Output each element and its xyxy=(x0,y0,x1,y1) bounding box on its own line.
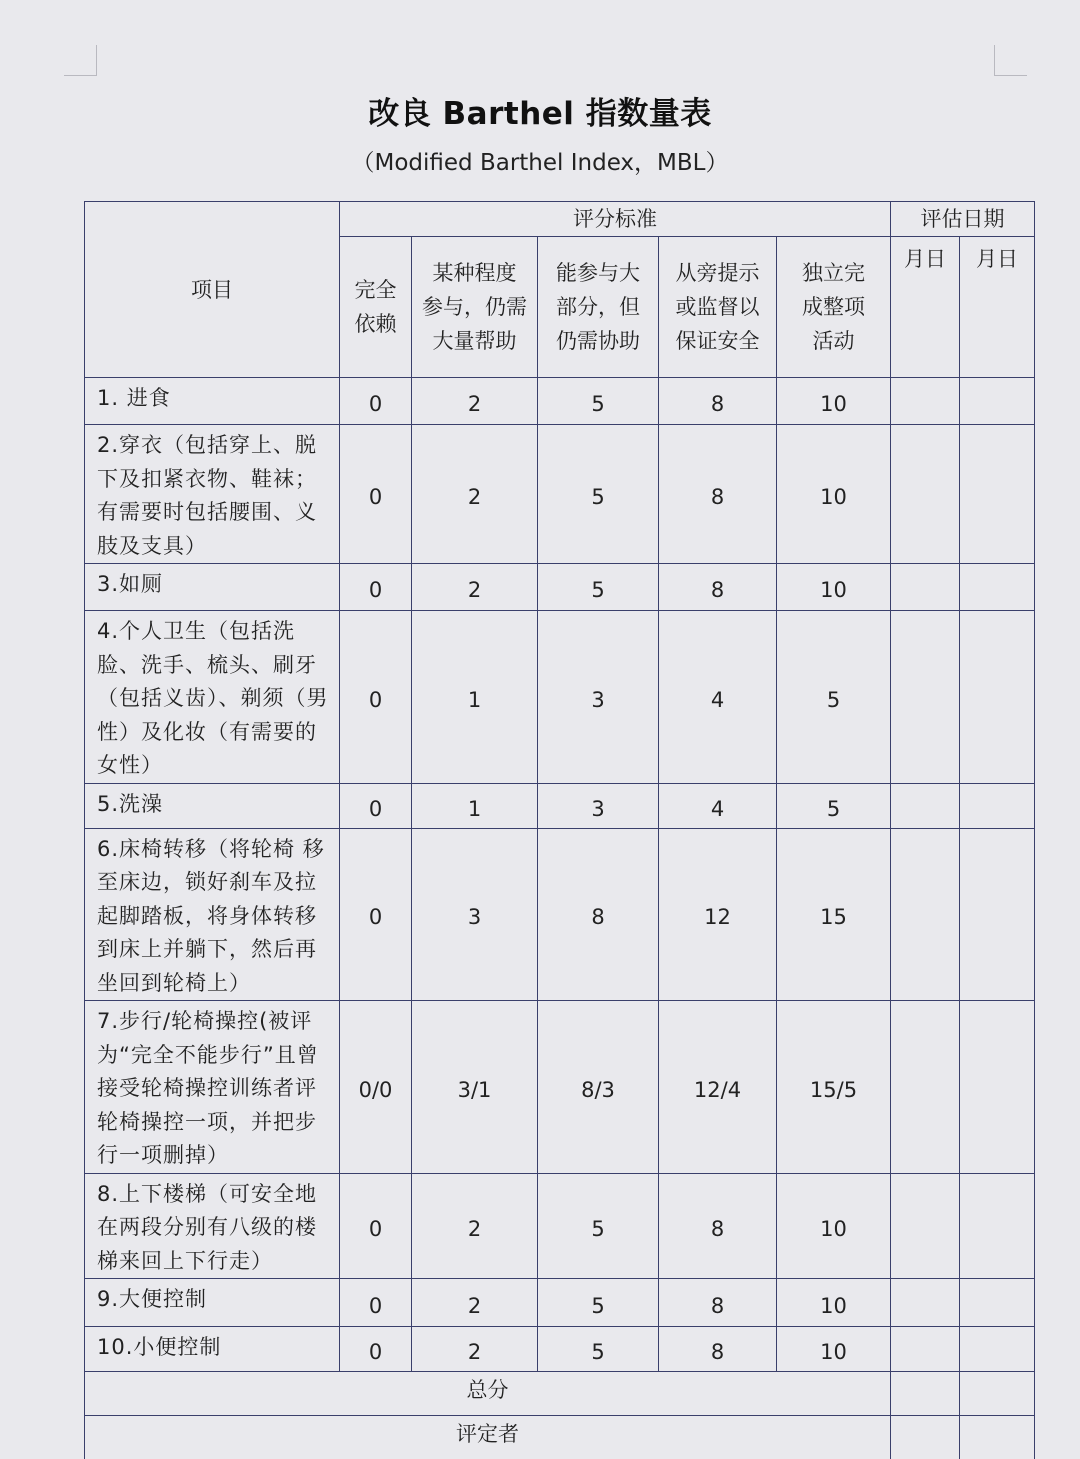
score-cell xyxy=(659,1327,777,1372)
score-cell xyxy=(777,611,891,784)
criteria-header-label: 评分标准 xyxy=(573,207,657,231)
date-entry-cell[interactable] xyxy=(891,378,960,425)
score-value: 2 xyxy=(467,1216,482,1241)
score-cell xyxy=(659,828,777,1001)
date-entry-cell[interactable] xyxy=(891,611,960,784)
score-cell xyxy=(777,1327,891,1372)
level-header-line: 参与，仍需 xyxy=(422,295,527,319)
score-value: 2 xyxy=(467,1340,482,1364)
score-cell xyxy=(340,425,412,564)
score-cell xyxy=(538,425,659,564)
score-value: 8 xyxy=(710,392,725,416)
date-entry-cell[interactable] xyxy=(891,564,960,611)
score-value: 3 xyxy=(591,687,605,712)
level-header-line: 依赖 xyxy=(354,312,397,336)
score-value: 10 xyxy=(820,1293,847,1318)
score-cell xyxy=(538,378,659,425)
score-value: 1 xyxy=(467,687,482,712)
score-value: 5 xyxy=(591,1340,605,1364)
assessor-label: 评定者 xyxy=(456,1422,519,1446)
date-entry-cell[interactable] xyxy=(891,828,960,1001)
score-value: 5 xyxy=(591,1293,605,1318)
score-value: 4 xyxy=(710,687,725,712)
score-value: 5 xyxy=(591,1216,605,1241)
score-cell xyxy=(340,1327,412,1372)
date-header xyxy=(891,202,1035,237)
score-value: 8 xyxy=(591,905,605,930)
level-header-line: 部分，但 xyxy=(556,295,640,319)
score-value: 5 xyxy=(591,392,605,416)
score-value: 8/3 xyxy=(581,1077,615,1102)
table-row xyxy=(85,378,1035,425)
date-entry-cell[interactable] xyxy=(960,1327,1035,1372)
date-entry-cell[interactable] xyxy=(891,1279,960,1327)
score-value: 10 xyxy=(820,392,847,416)
score-value: 0 xyxy=(368,1293,383,1318)
table-row xyxy=(85,1173,1035,1279)
item-cell xyxy=(85,1001,340,1174)
score-value: 2 xyxy=(467,1293,482,1318)
score-cell xyxy=(777,828,891,1001)
level-header-4 xyxy=(777,237,891,378)
item-label: 3.如厕 xyxy=(97,572,164,596)
score-cell xyxy=(412,1279,538,1327)
date-entry-cell[interactable] xyxy=(960,611,1035,784)
score-value: 12/4 xyxy=(693,1077,742,1102)
table-row xyxy=(85,425,1035,564)
date-entry-cell[interactable] xyxy=(960,1173,1035,1279)
score-cell xyxy=(777,1173,891,1279)
score-value: 2 xyxy=(467,485,482,509)
score-value: 0 xyxy=(368,1216,383,1241)
item-cell xyxy=(85,1327,340,1372)
score-cell xyxy=(538,564,659,611)
score-cell xyxy=(412,564,538,611)
score-cell xyxy=(777,1279,891,1327)
level-header-line: 仍需协助 xyxy=(556,329,640,353)
date-header-label: 评估日期 xyxy=(920,207,1005,231)
level-header-line: 保证安全 xyxy=(675,329,760,353)
score-cell xyxy=(340,378,412,425)
total-score-label: 总分 xyxy=(466,1378,509,1402)
score-cell xyxy=(659,1173,777,1279)
score-value: 2 xyxy=(467,392,482,416)
score-value: 0 xyxy=(368,578,383,602)
score-cell xyxy=(538,783,659,828)
date-entry-cell[interactable] xyxy=(891,1173,960,1279)
score-value: 3 xyxy=(467,905,482,930)
score-value: 5 xyxy=(591,578,605,602)
score-value: 0/0 xyxy=(358,1077,393,1102)
score-cell xyxy=(538,611,659,784)
level-header-line: 某种程度 xyxy=(432,261,517,285)
item-cell xyxy=(85,1173,340,1279)
level-header-line: 成整项 xyxy=(802,295,865,319)
score-cell xyxy=(412,1001,538,1174)
item-cell xyxy=(85,1279,340,1327)
score-cell xyxy=(412,1327,538,1372)
score-cell xyxy=(777,564,891,611)
table-row xyxy=(85,783,1035,828)
total-score-entry-cell[interactable] xyxy=(891,1372,960,1416)
score-cell xyxy=(412,378,538,425)
score-value: 8 xyxy=(710,1340,725,1364)
date-entry-cell[interactable] xyxy=(891,1327,960,1372)
score-cell xyxy=(538,1279,659,1327)
score-cell xyxy=(412,1173,538,1279)
header-row-top xyxy=(85,202,1035,237)
item-label: 2.穿衣（包括穿上、脱下及扣紧衣物、鞋袜；有需要时包括腰围、义肢及支具） xyxy=(97,433,318,558)
score-value: 0 xyxy=(368,905,383,930)
level-header-3 xyxy=(659,237,777,378)
score-cell xyxy=(659,378,777,425)
score-value: 10 xyxy=(820,578,847,602)
item-label: 4.个人卫生（包括洗脸、洗手、梳头、刷牙（包括义齿）、剃须（男性）及化妆（有需要的女性） xyxy=(97,619,329,777)
score-cell xyxy=(412,828,538,1001)
score-value: 5 xyxy=(591,485,605,509)
score-cell xyxy=(659,1001,777,1174)
score-cell xyxy=(340,1173,412,1279)
score-value: 8 xyxy=(710,1293,725,1318)
score-value: 0 xyxy=(368,687,383,712)
item-label: 9.大便控制 xyxy=(97,1287,208,1311)
level-header-line: 独立完 xyxy=(802,261,865,285)
assessor-entry-cell[interactable] xyxy=(960,1416,1035,1459)
level-header-2 xyxy=(538,237,659,378)
date-entry-cell[interactable] xyxy=(891,1001,960,1174)
score-cell xyxy=(538,1173,659,1279)
document-title: 改良 Barthel 指数量表 xyxy=(368,96,712,132)
score-cell xyxy=(659,783,777,828)
date-column-1 xyxy=(891,237,960,378)
score-cell xyxy=(340,783,412,828)
score-cell xyxy=(340,564,412,611)
item-column-header xyxy=(85,202,340,378)
table-row xyxy=(85,611,1035,784)
date-column-2 xyxy=(960,237,1035,378)
score-value: 8 xyxy=(710,578,725,602)
item-label: 1. 进食 xyxy=(97,386,171,410)
assessor-label-cell xyxy=(85,1416,891,1459)
date-entry-cell[interactable] xyxy=(960,1001,1035,1174)
level-header-1 xyxy=(412,237,538,378)
score-value: 15/5 xyxy=(809,1077,858,1102)
date-entry-cell[interactable] xyxy=(960,828,1035,1001)
level-header-line: 活动 xyxy=(812,329,855,353)
total-score-entry-cell[interactable] xyxy=(960,1372,1035,1416)
criteria-header xyxy=(340,202,891,237)
score-value: 1 xyxy=(467,796,482,821)
score-cell xyxy=(777,783,891,828)
score-cell xyxy=(340,1001,412,1174)
document-subtitle: （Modified Barthel Index，MBL） xyxy=(351,150,729,176)
score-value: 3 xyxy=(591,796,605,821)
score-value: 0 xyxy=(368,1340,383,1364)
score-cell xyxy=(659,1279,777,1327)
assessor-row xyxy=(85,1416,1035,1459)
item-cell xyxy=(85,783,340,828)
level-header-line: 大量帮助 xyxy=(432,329,517,353)
score-value: 0 xyxy=(368,485,383,509)
score-cell xyxy=(412,611,538,784)
table-row xyxy=(85,564,1035,611)
level-header-line: 完全 xyxy=(354,278,397,302)
total-score-label-cell xyxy=(85,1372,891,1416)
score-cell xyxy=(340,611,412,784)
item-cell xyxy=(85,828,340,1001)
score-value: 5 xyxy=(826,687,841,712)
date-column-label: 月日 xyxy=(976,247,1018,271)
date-column-label: 月日 xyxy=(904,247,946,271)
score-value: 10 xyxy=(820,485,847,509)
assessor-entry-cell[interactable] xyxy=(891,1416,960,1459)
score-cell xyxy=(340,1279,412,1327)
score-value: 15 xyxy=(820,905,847,930)
date-entry-cell[interactable] xyxy=(960,1279,1035,1327)
score-cell xyxy=(538,1001,659,1174)
score-value: 0 xyxy=(368,796,383,821)
score-value: 0 xyxy=(368,392,383,416)
date-entry-cell[interactable] xyxy=(960,425,1035,564)
score-value: 8 xyxy=(710,485,725,509)
score-cell xyxy=(412,783,538,828)
score-cell xyxy=(659,425,777,564)
table-row xyxy=(85,1327,1035,1372)
level-header-0 xyxy=(340,237,412,378)
score-value: 2 xyxy=(467,578,482,602)
date-entry-cell[interactable] xyxy=(891,425,960,564)
date-entry-cell[interactable] xyxy=(960,378,1035,425)
score-value: 3/1 xyxy=(457,1077,492,1102)
level-header-line: 从旁提示 xyxy=(675,261,760,285)
item-cell xyxy=(85,378,340,425)
crop-mark-top-right xyxy=(994,45,1027,76)
item-label: 10.小便控制 xyxy=(97,1335,222,1359)
item-cell xyxy=(85,564,340,611)
item-cell xyxy=(85,425,340,564)
score-cell xyxy=(412,425,538,564)
score-cell xyxy=(777,1001,891,1174)
score-cell xyxy=(538,1327,659,1372)
table-row xyxy=(85,828,1035,1001)
score-value: 5 xyxy=(826,796,841,821)
item-cell xyxy=(85,611,340,784)
crop-mark-top-left xyxy=(64,45,97,76)
item-label: 7.步行/轮椅操控(被评为“完全不能步行”且曾接受轮椅操控训练者评轮椅操控一项，并把步行一项删掉） xyxy=(97,1009,319,1167)
score-value: 4 xyxy=(710,796,725,821)
score-cell xyxy=(777,425,891,564)
score-cell xyxy=(659,611,777,784)
item-label: 8.上下楼梯（可安全地在两段分别有八级的楼梯来回上下行走） xyxy=(97,1181,318,1273)
barthel-index-table xyxy=(84,201,1035,1459)
item-label: 5.洗澡 xyxy=(97,791,164,816)
table-row xyxy=(85,1279,1035,1327)
score-value: 10 xyxy=(820,1216,847,1241)
score-value: 10 xyxy=(820,1340,847,1364)
score-value: 12 xyxy=(704,905,731,930)
date-entry-cell[interactable] xyxy=(960,564,1035,611)
score-cell xyxy=(777,378,891,425)
date-entry-cell[interactable] xyxy=(960,783,1035,828)
score-cell xyxy=(538,828,659,1001)
total-score-row xyxy=(85,1372,1035,1416)
item-column-header-label: 项目 xyxy=(191,277,233,302)
score-cell xyxy=(340,828,412,1001)
date-entry-cell[interactable] xyxy=(891,783,960,828)
table-row xyxy=(85,1001,1035,1174)
item-label: 6.床椅转移（将轮椅 移至床边，锁好刹车及拉起脚踏板，将身体转移到床上并躺下，然后再坐回到轮椅上） xyxy=(97,836,325,995)
level-header-line: 或监督以 xyxy=(675,295,760,319)
level-header-line: 能参与大 xyxy=(556,261,640,285)
score-cell xyxy=(659,564,777,611)
score-value: 8 xyxy=(710,1216,725,1241)
